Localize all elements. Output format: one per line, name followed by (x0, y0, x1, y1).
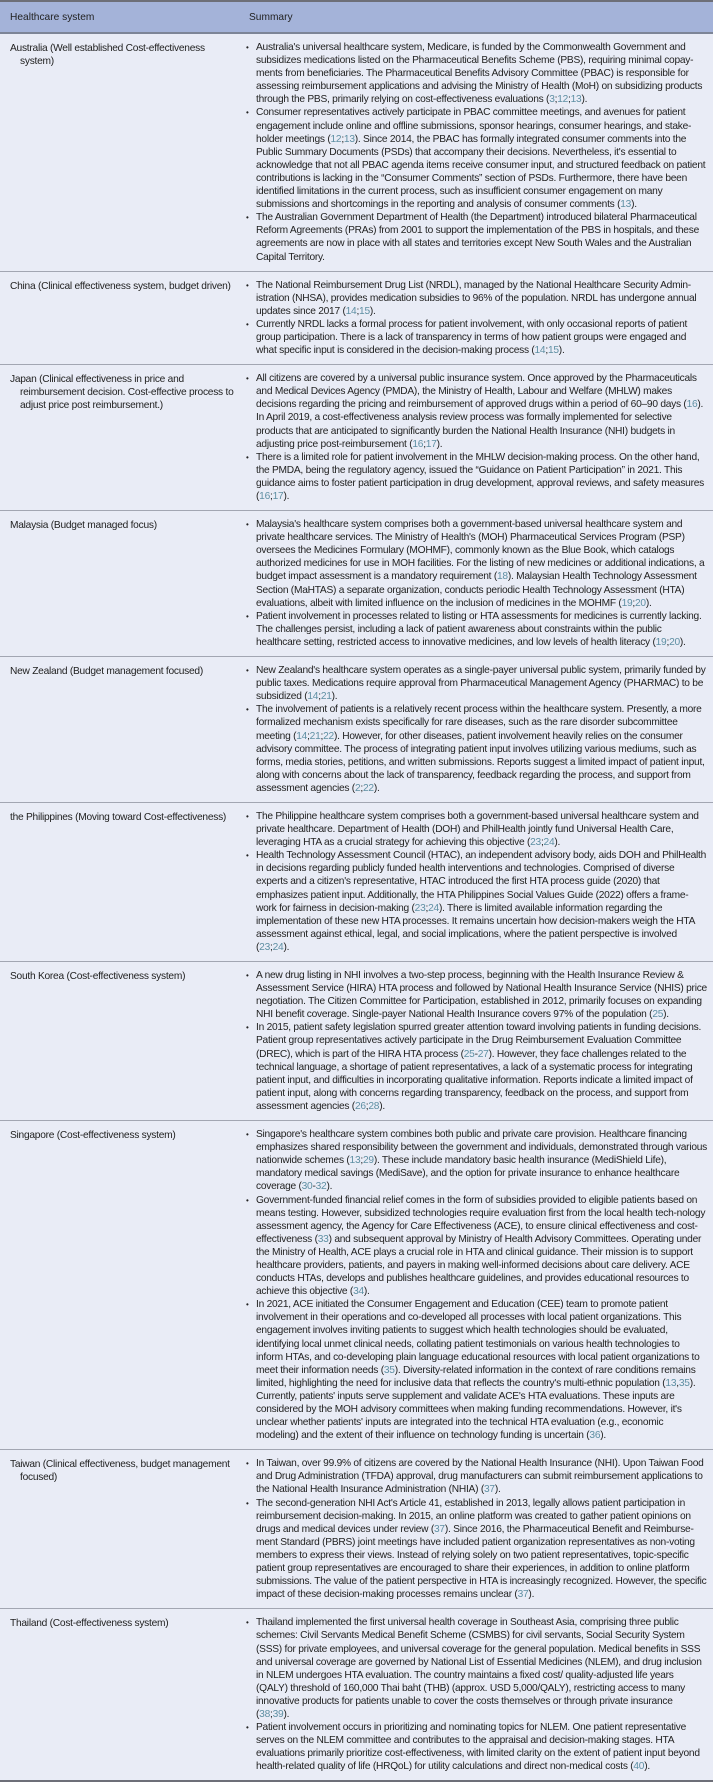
healthcare-system-name: Japan (Clinical effectiveness in price and reimbursement decision. Cost-effective process to adjust price post reimbursement.) (10, 374, 234, 412)
citation-link[interactable]: 17 (272, 491, 284, 502)
citation-link[interactable]: 24 (428, 902, 439, 914)
citation-link[interactable]: 21 (309, 730, 321, 742)
summary-bullet: • Malaysia's healthcare system comprises both a government-based universal healthcare system and private healthcare services. The Ministry of Health's (MOH) Pharmaceutical Services Program (PSP) oversees the Medicines Formulary (MOHMF), commonly known as the Blue Book, which catalogs authorized medicines for use in MOH facilities. For the listing of new medicines or additional indications, a budget impact assessment is a mandatory requirement (18). Malaysian Health Technology Assessment Section (MaHTAS) a separate organization, conducts periodic Health Technology Assessment (HTA) evaluations, albeit with limited influence on the inclusion of medicines in the MOHMF (19;20). (246, 518, 707, 610)
citation-link[interactable]: 38 (259, 1708, 270, 1720)
citation-link[interactable]: 14 (534, 345, 546, 357)
citation-link[interactable]: 15 (547, 345, 559, 357)
citation-link[interactable]: 23 (414, 902, 426, 914)
citation-link[interactable]: 13 (343, 133, 355, 145)
citation-link[interactable]: 28 (368, 1100, 380, 1112)
summary-bullet-list (246, 279, 707, 358)
healthcare-system-cell (0, 271, 246, 365)
citation-link[interactable]: 2 (354, 782, 361, 794)
summary-cell (246, 657, 713, 803)
citation-link[interactable]: 21 (320, 691, 332, 703)
summary-bullet: • The Philippine healthcare system comprises both a government-based universal healthcare system and private healthcare. Department of Health (DOH) and PhilHealth jointly fund Universal Health Care, leveraging HTA as a crucial strategy for achieving this objective (23;24). (246, 810, 707, 849)
summary-bullet: • In Taiwan, over 99.9% of citizens are covered by the National Health Insurance (NHI). Upon Taiwan Food and Drug Administration (TFDA) approval, drug manufacturers can submit reimbursement applications to the National Health Insurance Administration (NHIA) (37). (246, 1457, 707, 1496)
citation-link[interactable]: 20 (635, 597, 646, 609)
summary-bullet-list (246, 518, 707, 649)
table-row (0, 365, 713, 511)
table-row (0, 1121, 713, 1450)
table-row (0, 802, 713, 961)
citation-link[interactable]: 23 (259, 941, 270, 953)
citation-link[interactable]: 13 (570, 94, 582, 106)
citation-link[interactable]: 13 (620, 199, 632, 211)
summary-cell (246, 365, 713, 511)
summary-cell (246, 511, 713, 657)
summary-bullet: • In 2021, ACE initiated the Consumer Engagement and Education (CEE) team to promote patient involvement in their operations and co-developed all processes with local patient organizations. This engagement involves inviting patients to suggest which health technologies should be evaluated, identifying local unmet clinical needs, collating patient testimonials on various health technologies to inform HTAs, and co-developing plain language educational resources with local patient organizations to meet their information needs (35). Diversity-related information in the context of rare conditions remains limited, highlighting the need for inclusive data that reflects the country's multi-ethnic population (13,35). Currently, patients' inputs serve supplement and validate ACE's HTA evaluations. These inputs are considered by the MOH advisory committees when making funding recommendations. However, it's unclear whether patients' inputs are integrated into the technical HTA evaluation (e.g., economic modeling) and the extent of their influence on technology funding is uncertain (36). (246, 1298, 707, 1442)
summary-cell (246, 271, 713, 365)
summary-bullet: • Patient involvement occurs in prioritizing and nominating topics for NLEM. One patient representative serves on the NLEM committee and contributes to the appraisal and decision-making stages. HTA evaluations primarily prioritize cost-effectiveness, with limited clarity on the extent of patient input beyond health-related quality of life (HRQoL) for utility calculations and direct non-medical costs (40). (246, 1721, 707, 1773)
healthcare-system-name: Taiwan (Clinical effectiveness, budget management focused) (10, 1459, 230, 1484)
summary-cell (246, 1609, 713, 1782)
citation-link[interactable]: 14 (296, 730, 308, 742)
healthcare-system-cell (0, 657, 246, 803)
table-row (0, 657, 713, 803)
summary-bullet: • In 2015, patient safety legislation spurred greater attention toward involving patients in funding decisions. Patient group representatives actively participate in the Drug Reimbursement Evaluation Committee (DREC), which is part of the HIRA HTA process (25-27). However, they face challenges related to the technical language, a shortage of patient representatives, a lack of a systematic process for integrating patient input, and difficulties in incorporating qualitative information. Reports indicate a limited impact of patient input, along with concerns regarding transparency, feedback on the process, and support from assessment agencies (26;28). (246, 1021, 707, 1113)
citation-link[interactable]: 19 (621, 597, 633, 609)
citation-link[interactable]: 30 (301, 1181, 313, 1193)
citation-link[interactable]: 22 (362, 782, 374, 794)
summary-cell (246, 962, 713, 1121)
summary-bullet: • New Zealand's healthcare system operates as a single-payer universal public system, primarily funded by public taxes. Medications require approval from Pharmaceutical Management Agency (PHARMAC) to be subsidized (14;21). (246, 664, 707, 703)
citation-link[interactable]: 39 (272, 1708, 284, 1720)
summary-cell (246, 1450, 713, 1609)
citation-link[interactable]: 29 (362, 1155, 374, 1167)
healthcare-system-name: the Philippines (Moving toward Cost-effectiveness) (10, 811, 227, 823)
healthcare-system-cell (0, 511, 246, 657)
citation-link[interactable]: 16 (259, 491, 270, 502)
healthcare-system-name: New Zealand (Budget management focused) (10, 666, 203, 678)
header-summary: Summary (246, 1, 713, 33)
healthcare-system-name: South Korea (Cost-effectiveness system) (10, 971, 186, 982)
citation-link[interactable]: 12 (330, 133, 342, 145)
summary-bullet: • Currently NRDL lacks a formal process for patient involvement, with only occasional reports of patient group participation. There is a lack of transparency in terms of how patient groups were engaged and what specific input is considered in the decision-making process (14;15). (246, 318, 707, 357)
citation-link[interactable]: 22 (323, 730, 334, 742)
healthcare-system-cell (0, 365, 246, 511)
citation-link[interactable]: 14 (345, 305, 357, 317)
summary-bullet: • Patient involvement in processes related to listing or HTA assessments for medicines is currently lacking. The challenges persist, including a lack of patient awareness about constraints within the public healthcare setting, restricted access to innovative medicines, and low levels of health literacy (19;20). (246, 610, 707, 649)
summary-bullet: • Government-funded financial relief comes in the form of subsidies provided to eligible patients based on means testing. However, subsidized technologies require evaluation first from the local health tech-nology assessment agency, the Agency for Care Effectiveness (ACE), to ensure clinical effectiveness and cost-effectiveness (33) and subsequent approval by Ministry of Health Advisory Committees. Operating under the Ministry of Health, ACE plays a crucial role in HTA and clinical guidance. Their mission is to support healthcare providers, patients, and payers in making well-informed decisions about care delivery. ACE conducts HTAs, develops and publishes healthcare guidelines, and provides educational resources to achieve this objective (34). (246, 1194, 707, 1299)
summary-bullet: • Singapore's healthcare system combines both public and private care provision. Healthcare financing emphasizes shared responsibility between the government and individuals, demonstrated through various nationwide schemes (13;29). These include mandatory basic health insurance (MediShield Life), mandatory medical savings (MediSave), and the option for private insurance to enhance healthcare coverage (30-32). (246, 1128, 707, 1193)
table-row (0, 1450, 713, 1609)
citation-link[interactable]: 37 (517, 1589, 529, 1601)
summary-bullet: • Consumer representatives actively participate in PBAC committee meetings, and avenues for patient engagement include online and offline submissions, sponsor hearings, consumer hearings, and stake-holder meetings (12;13). Since 2014, the PBAC has formally integrated consumer comments into the Public Summary Documents (PSDs) that accompany their decisions. Nevertheless, it's essential to acknowledge that not all PBAC agenda items receive consumer input, and structured feedback on patient contributions is lacking in the “Consumer Comments” section of PSDs. Furthermore, there have been identified limitations in the current process, such as insufficient consumer engagement on many submissions and shortcomings in the reporting and analysis of consumer comments (13). (246, 106, 707, 211)
table-row (0, 511, 713, 657)
citation-link[interactable]: 3 (549, 94, 555, 106)
citation-link[interactable]: 14 (307, 691, 319, 703)
citation-link[interactable]: 24 (272, 941, 284, 953)
citation-link[interactable]: 25 (652, 1009, 664, 1021)
citation-link[interactable]: 18 (497, 571, 508, 583)
citation-link[interactable]: 35 (678, 1377, 690, 1389)
summary-cell (246, 33, 713, 271)
summary-bullet: • Thailand implemented the first universal health coverage in Southeast Asia, comprising three public schemes: Civil Servants Medical Benefit Scheme (CSMBS) for civil servants, Social Security System (SSS) for private employees, and universal coverage for the general population. Medical benefits in SSS and universal coverage are governed by National List of Essential Medicines (NLEM), and drug inclusion in NLEM undergoes HTA evaluation. The country maintains a fixed cost/ quality-adjusted life years (QALY) threshold of 160,000 Thai baht (THB) (approx. USD 5,000/QALY), restricting access to many innovative products for patients unable to cover the costs themselves or through private insurance (38;39). (246, 1616, 707, 1721)
citation-link[interactable]: 25 (463, 1048, 475, 1060)
citation-link[interactable]: 37 (434, 1523, 445, 1535)
citation-link[interactable]: 27 (477, 1048, 489, 1060)
summary-bullet: • The Australian Government Department of Health (the Department) introduced bilateral Pharmaceutical Reform Agreements (PRAs) from 2001 to support the implementation of the PBS in hospitals, and these agreements are now in place with all states and territories except New South Wales and the Australian Capital Territory. (246, 211, 707, 263)
table-row (0, 271, 713, 365)
citation-link[interactable]: 15 (359, 305, 370, 317)
summary-bullet: • Health Technology Assessment Council (HTAC), an independent advisory body, aids DOH and PhilHealth in decisions regarding publicly funded health interventions and technologies. Comprised of diverse experts and a citizen's representative, HTAC introduced the first HTA process guide (2020) that emphasizes patient input. Additionally, the HTA Philippines Social Values Guide (2022) offers a frame-work for fairness in decision-making (23;24). There is limited available information regarding the implementation of these new HTA processes. It remains uncertain how decision-makers weigh the HTA assessment against ethical, legal, and social implications, where the patient perspective is involved (23;24). (246, 849, 707, 954)
healthcare-system-name: Singapore (Cost-effectiveness system) (10, 1130, 176, 1142)
summary-bullet: • The second-generation NHI Act's Article 41, established in 2013, legally allows patient participation in reimbursement decision-making. In 2015, an online platform was created to gather patient opinions on drugs and medical devices under review (37). Since 2016, the Pharmaceutical Benefit and Reimburse-ment Standard (PBRS) joint meetings have included patient organization representatives as non-voting members to express their views. Instead of relying solely on two patient representatives, topic-specific patient group representatives are encouraged to share their experiences, in addition to online platform submissions. The value of the patient perspective in HTA is increasingly recognized. However, the specific impact of these decision-making processes remains unclear (37). (246, 1497, 707, 1602)
summary-bullet: • A new drug listing in NHI involves a two-step process, beginning with the Health Insurance Review & Assessment Service (HIRA) HTA process and followed by National Health Insurance Service (NHIS) price negotiation. The Citizen Committee for Participation, established in 2012, primarily focuses on expanding NHI benefit coverage. Single-payer National Health Insurance covers 97% of the population (25). (246, 969, 707, 1021)
citation-link[interactable]: 34 (353, 1286, 364, 1298)
healthcare-system-name: Thailand (Cost-effectiveness system) (10, 1618, 169, 1630)
summary-bullet-list (246, 969, 707, 1113)
healthcare-system-name: Australia (Well established Cost-effectiveness system) (10, 43, 205, 68)
table-row (0, 1609, 713, 1782)
citation-link[interactable]: 37 (483, 1484, 495, 1496)
summary-cell (246, 1121, 713, 1450)
citation-link[interactable]: 13 (349, 1155, 361, 1167)
summary-cell (246, 802, 713, 961)
citation-link[interactable]: 12 (557, 94, 569, 106)
summary-bullet-list (246, 664, 707, 795)
citation-link[interactable]: 20 (669, 636, 680, 648)
citation-link[interactable]: 16 (412, 438, 424, 450)
summary-bullet: • The National Reimbursement Drug List (NRDL), managed by the National Healthcare Security Admin-istration (NHSA), provides medication subsidies to 96% of the population. NRDL has undergone annual updates since 2017 (14;15). (246, 279, 707, 318)
summary-bullet: • Australia's universal healthcare system, Medicare, is funded by the Commonwealth Government and subsidizes medications listed on the Pharmaceutical Benefits Scheme (PBS), requiring minimal copay-ments from beneficiaries. The Pharmaceutical Benefits Advisory Committee (PBAC) is responsible for assessing reimbursement applications and advising the Ministry of Health (MoH) on subsidizing products through the PBS, primarily relying on cost-effectiveness evaluations (3;12;13). (246, 41, 707, 106)
summary-bullet: • There is a limited role for patient involvement in the MHLW decision-making process. On the other hand, the PMDA, being the regulatory agency, issued the “Guidance on Patient Participation” in 2021. This guidance aims to foster patient participation in drug development, approval reviews, and safety measures (16;17). (246, 451, 707, 503)
healthcare-system-cell (0, 802, 246, 961)
healthcare-system-cell (0, 1450, 246, 1609)
healthcare-system-cell (0, 962, 246, 1121)
summary-bullet-list (246, 810, 707, 954)
header-healthcare-system: Healthcare system (0, 1, 246, 33)
healthcare-system-cell (0, 1609, 246, 1782)
citation-link[interactable]: 40 (633, 1761, 645, 1773)
citation-link[interactable]: 26 (354, 1100, 366, 1112)
table-row (0, 33, 713, 271)
summary-bullet-list (246, 1616, 707, 1773)
summary-bullet-list (246, 372, 707, 503)
summary-bullet-list (246, 1457, 707, 1601)
citation-link[interactable]: 23 (530, 837, 541, 849)
table-body (0, 33, 713, 1781)
citation-link[interactable]: 16 (686, 399, 698, 411)
healthcare-system-name: China (Clinical effectiveness system, budget driven) (10, 280, 231, 292)
citation-link[interactable]: 24 (543, 837, 555, 849)
citation-link[interactable]: 36 (589, 1430, 601, 1442)
healthcare-system-cell (0, 33, 246, 271)
summary-bullet-list (246, 1128, 707, 1442)
citation-link[interactable]: 17 (425, 438, 437, 450)
summary-bullet: • The involvement of patients is a relatively recent process within the healthcare system. Presently, a more formalized mechanism exists specifically for rare diseases, such as the rare disorder subcommittee meeting (14;21;22). However, for other diseases, patient involvement heavily relies on the consumer advisory committee. The process of integrating patient input involves utilizing various mediums, such as forms, media stories, petitions, and written submissions. Reports suggest a limited impact of patient input, along with concerns about the lack of transparency, feedback regarding the process, and support from assessment agencies (2;22). (246, 703, 707, 795)
table-header-row (0, 1, 713, 33)
citation-link[interactable]: 33 (317, 1233, 329, 1245)
table-row (0, 962, 713, 1121)
healthcare-system-name: Malaysia (Budget managed focus) (10, 520, 157, 532)
citation-link[interactable]: 32 (315, 1181, 327, 1193)
citation-link[interactable]: 35 (383, 1364, 395, 1376)
citation-link[interactable]: 13 (665, 1377, 677, 1389)
summary-bullet-list (246, 41, 707, 264)
citation-link[interactable]: 19 (655, 636, 667, 648)
healthcare-system-cell (0, 1121, 246, 1450)
summary-bullet: • All citizens are covered by a universal public insurance system. Once approved by the Pharmaceuticals and Medical Devices Agency (PMDA), the Ministry of Health, Labour and Welfare (MHLW) makes decisions regarding the pricing and reimbursement of approved drugs within a period of 60–90 days (16). In April 2019, a cost-effectiveness analysis review process was formally implemented for selective products that are anticipated to significantly burden the National Health Insurance (NHI) budgets in adjusting price post-reimbursement (16;17). (246, 372, 707, 451)
